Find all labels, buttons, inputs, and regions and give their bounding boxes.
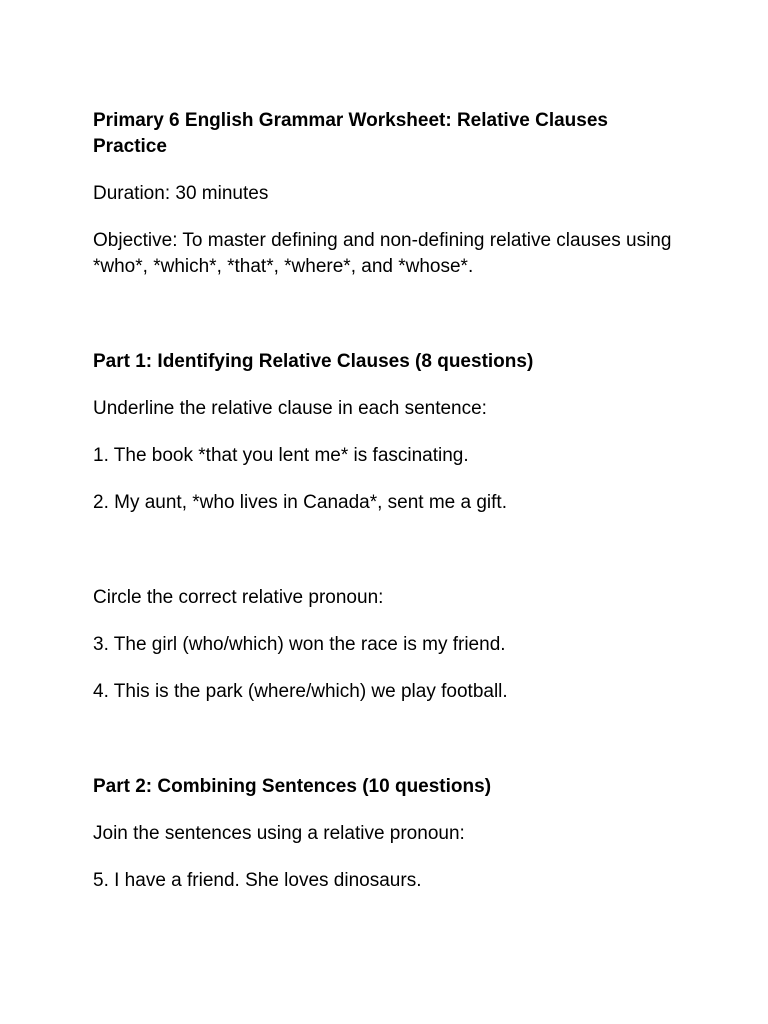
question-3: 3. The girl (who/which) won the race is my friend. [93,634,506,655]
question-2: 2. My aunt, *who lives in Canada*, sent me a gift. [93,492,507,513]
part1-heading: Part 1: Identifying Relative Clauses (8 questions) [93,351,534,372]
question-1: 1. The book *that you lent me* is fascinating. [93,445,469,466]
worksheet-title: Primary 6 English Grammar Worksheet: Relative Clauses Practice [93,110,608,157]
question-4: 4. This is the park (where/which) we play football. [93,681,508,702]
part1-instruction-circle: Circle the correct relative pronoun: [93,587,384,608]
part2-instruction: Join the sentences using a relative pronoun: [93,823,465,844]
part2-heading: Part 2: Combining Sentences (10 questions) [93,776,492,797]
question-5: 5. I have a friend. She loves dinosaurs. [93,870,422,891]
worksheet-page [93,108,673,894]
part1-instruction-underline: Underline the relative clause in each sentence: [93,398,487,419]
duration-text: Duration: 30 minutes [93,183,269,204]
objective-text: Objective: To master defining and non-defining relative clauses using *who*, *which*, *that*, *where*, and *whose*. [93,230,672,277]
